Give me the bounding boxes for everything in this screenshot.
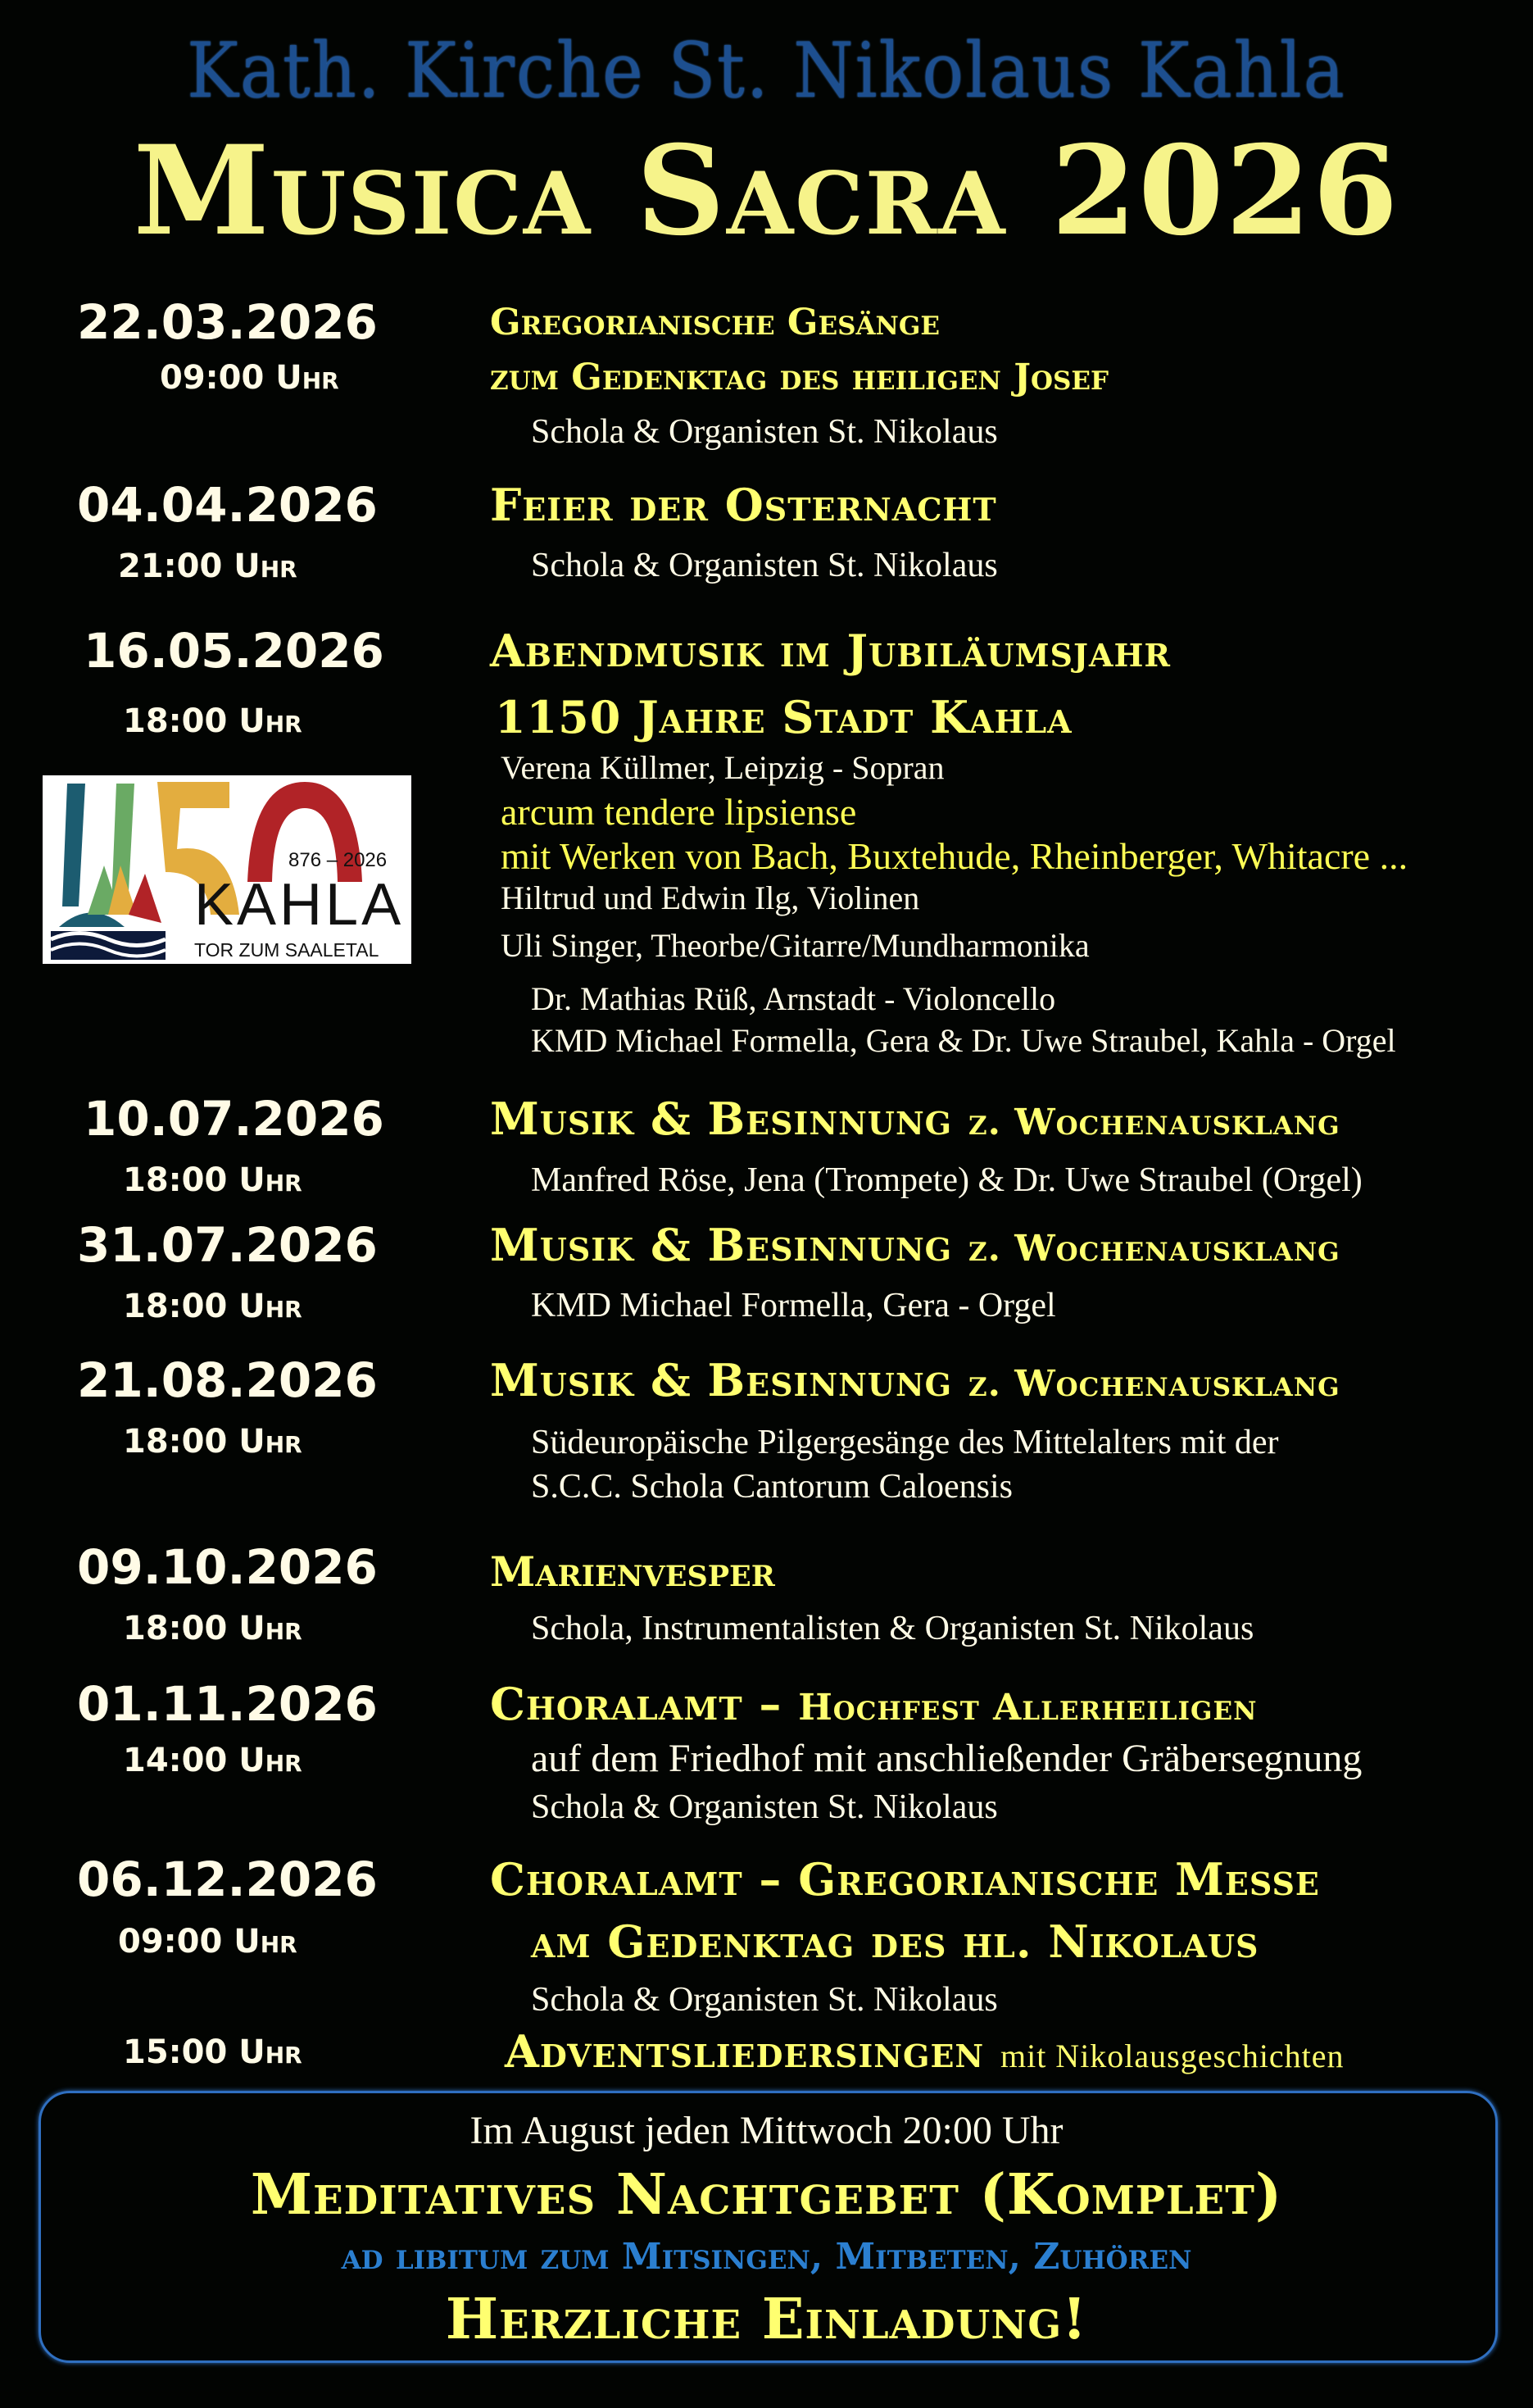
event-time: 18:00 Uhr <box>123 702 302 740</box>
footer-invitation: Herzliche Einladung! <box>445 2287 1088 2352</box>
footer-schedule: Im August jeden Mittwoch 20:00 Uhr <box>469 2109 1064 2152</box>
event-time: 18:00 Uhr <box>123 1610 302 1647</box>
poster-title: Musica Sacra 2026 <box>133 119 1400 263</box>
title-suffix: mit Nikolausgeschichten <box>1000 2038 1345 2074</box>
event-subtitle: zum Gedenktag des heiligen Josef <box>490 357 1109 398</box>
event-performer: Südeuropäische Pilgergesänge des Mittelalters mit der <box>531 1424 1279 1461</box>
event-performer: Manfred Röse, Jena (Trompete) & Dr. Uwe Straubel (Orgel) <box>531 1161 1363 1199</box>
event-performer: Schola & Organisten St. Nikolaus <box>531 1788 998 1826</box>
event-performer: KMD Michael Formella, Gera - Orgel <box>531 1287 1056 1324</box>
event-title-2 <box>505 2025 1345 2078</box>
kahla-1150-logo <box>43 775 411 964</box>
title-suffix: z. Wochenausklang <box>968 1363 1340 1405</box>
event-title <box>490 1354 1340 1406</box>
event-program: mit Werken von Bach, Buxtehude, Rheinberger, Whitacre ... <box>501 835 1408 877</box>
footer-subtitle: ad libitum zum Mitsingen, Mitbeten, Zuhören <box>341 2236 1192 2278</box>
event-time: 18:00 Uhr <box>123 1423 302 1461</box>
event-date: 31.07.2026 <box>77 1217 378 1273</box>
event-date: 16.05.2026 <box>84 623 384 679</box>
church-name: Kath. Kirche St. Nikolaus Kahla <box>187 26 1346 115</box>
event-time: 18:00 Uhr <box>123 1161 302 1199</box>
event-date: 09.10.2026 <box>77 1539 378 1595</box>
event-title: Marienvesper <box>490 1547 775 1596</box>
event-time: 14:00 Uhr <box>123 1742 302 1779</box>
event-time: 09:00 Uhr <box>160 359 339 397</box>
logo-tagline: TOR ZUM SAALETAL <box>194 939 379 961</box>
event-performer: Verena Küllmer, Leipzig - Sopran <box>501 749 945 786</box>
event-time: 21:00 Uhr <box>118 547 297 585</box>
title-suffix: z. Wochenausklang <box>968 1102 1340 1143</box>
event-performer: Dr. Mathias Rüß, Arnstadt - Violoncello <box>531 980 1056 1017</box>
event-title <box>490 1678 1258 1730</box>
event-performer: Schola & Organisten St. Nikolaus <box>531 1981 998 2019</box>
event-performer: KMD Michael Formella, Gera & Dr. Uwe Straubel, Kahla - Orgel <box>531 1022 1396 1059</box>
event-performer: Uli Singer, Theorbe/Gitarre/Mundharmonika <box>501 927 1090 964</box>
logo-years: 876 – 2026 <box>288 849 388 871</box>
event-title: Abendmusik im Jubiläumsjahr <box>490 625 1171 677</box>
event-ensemble: arcum tendere lipsiense <box>501 791 857 833</box>
event-subtitle: 1150 Jahre Stadt Kahla <box>495 691 1073 743</box>
title-main: Musik & Besinnung <box>490 1219 953 1271</box>
event-time-2: 15:00 Uhr <box>123 2033 302 2071</box>
event-title: Gregorianische Gesänge <box>490 302 940 343</box>
event-date: 01.11.2026 <box>77 1676 378 1732</box>
event-performer: Schola, Instrumentalisten & Organisten St. Nikolaus <box>531 1610 1254 1647</box>
event-performer: Hiltrud und Edwin Ilg, Violinen <box>501 879 920 916</box>
event-date: 06.12.2026 <box>77 1851 378 1907</box>
title-main: Adventsliedersingen <box>505 2025 985 2078</box>
title-main: Musik & Besinnung <box>490 1093 953 1145</box>
event-time: 18:00 Uhr <box>123 1288 302 1325</box>
event-date: 04.04.2026 <box>77 477 378 533</box>
event-date: 10.07.2026 <box>84 1091 384 1147</box>
event-subtitle: am Gedenktag des hl. Nikolaus <box>531 1915 1259 1968</box>
event-performer: Schola & Organisten St. Nikolaus <box>531 547 998 584</box>
event-performer: S.C.C. Schola Cantorum Caloensis <box>531 1468 1013 1506</box>
event-date: 21.08.2026 <box>77 1352 378 1408</box>
event-title <box>490 1219 1340 1271</box>
event-title: Feier der Osternacht <box>490 479 997 531</box>
event-time: 09:00 Uhr <box>118 1923 297 1960</box>
event-title <box>490 1093 1340 1145</box>
title-main: Choralamt – <box>490 1678 782 1730</box>
event-title: Choralamt – Gregorianische Messe <box>490 1853 1320 1906</box>
title-main: Musik & Besinnung <box>490 1354 953 1406</box>
title-suffix: Hochfest Allerheiligen <box>798 1687 1258 1729</box>
logo-city: KAHLA <box>194 872 405 938</box>
event-note: auf dem Friedhof mit anschließender Gräbersegnung <box>531 1737 1363 1780</box>
title-suffix: z. Wochenausklang <box>968 1228 1340 1270</box>
footer-title: Meditatives Nachtgebet (Komplet) <box>250 2162 1283 2228</box>
event-date: 22.03.2026 <box>77 294 378 350</box>
event-performer: Schola & Organisten St. Nikolaus <box>531 413 998 451</box>
